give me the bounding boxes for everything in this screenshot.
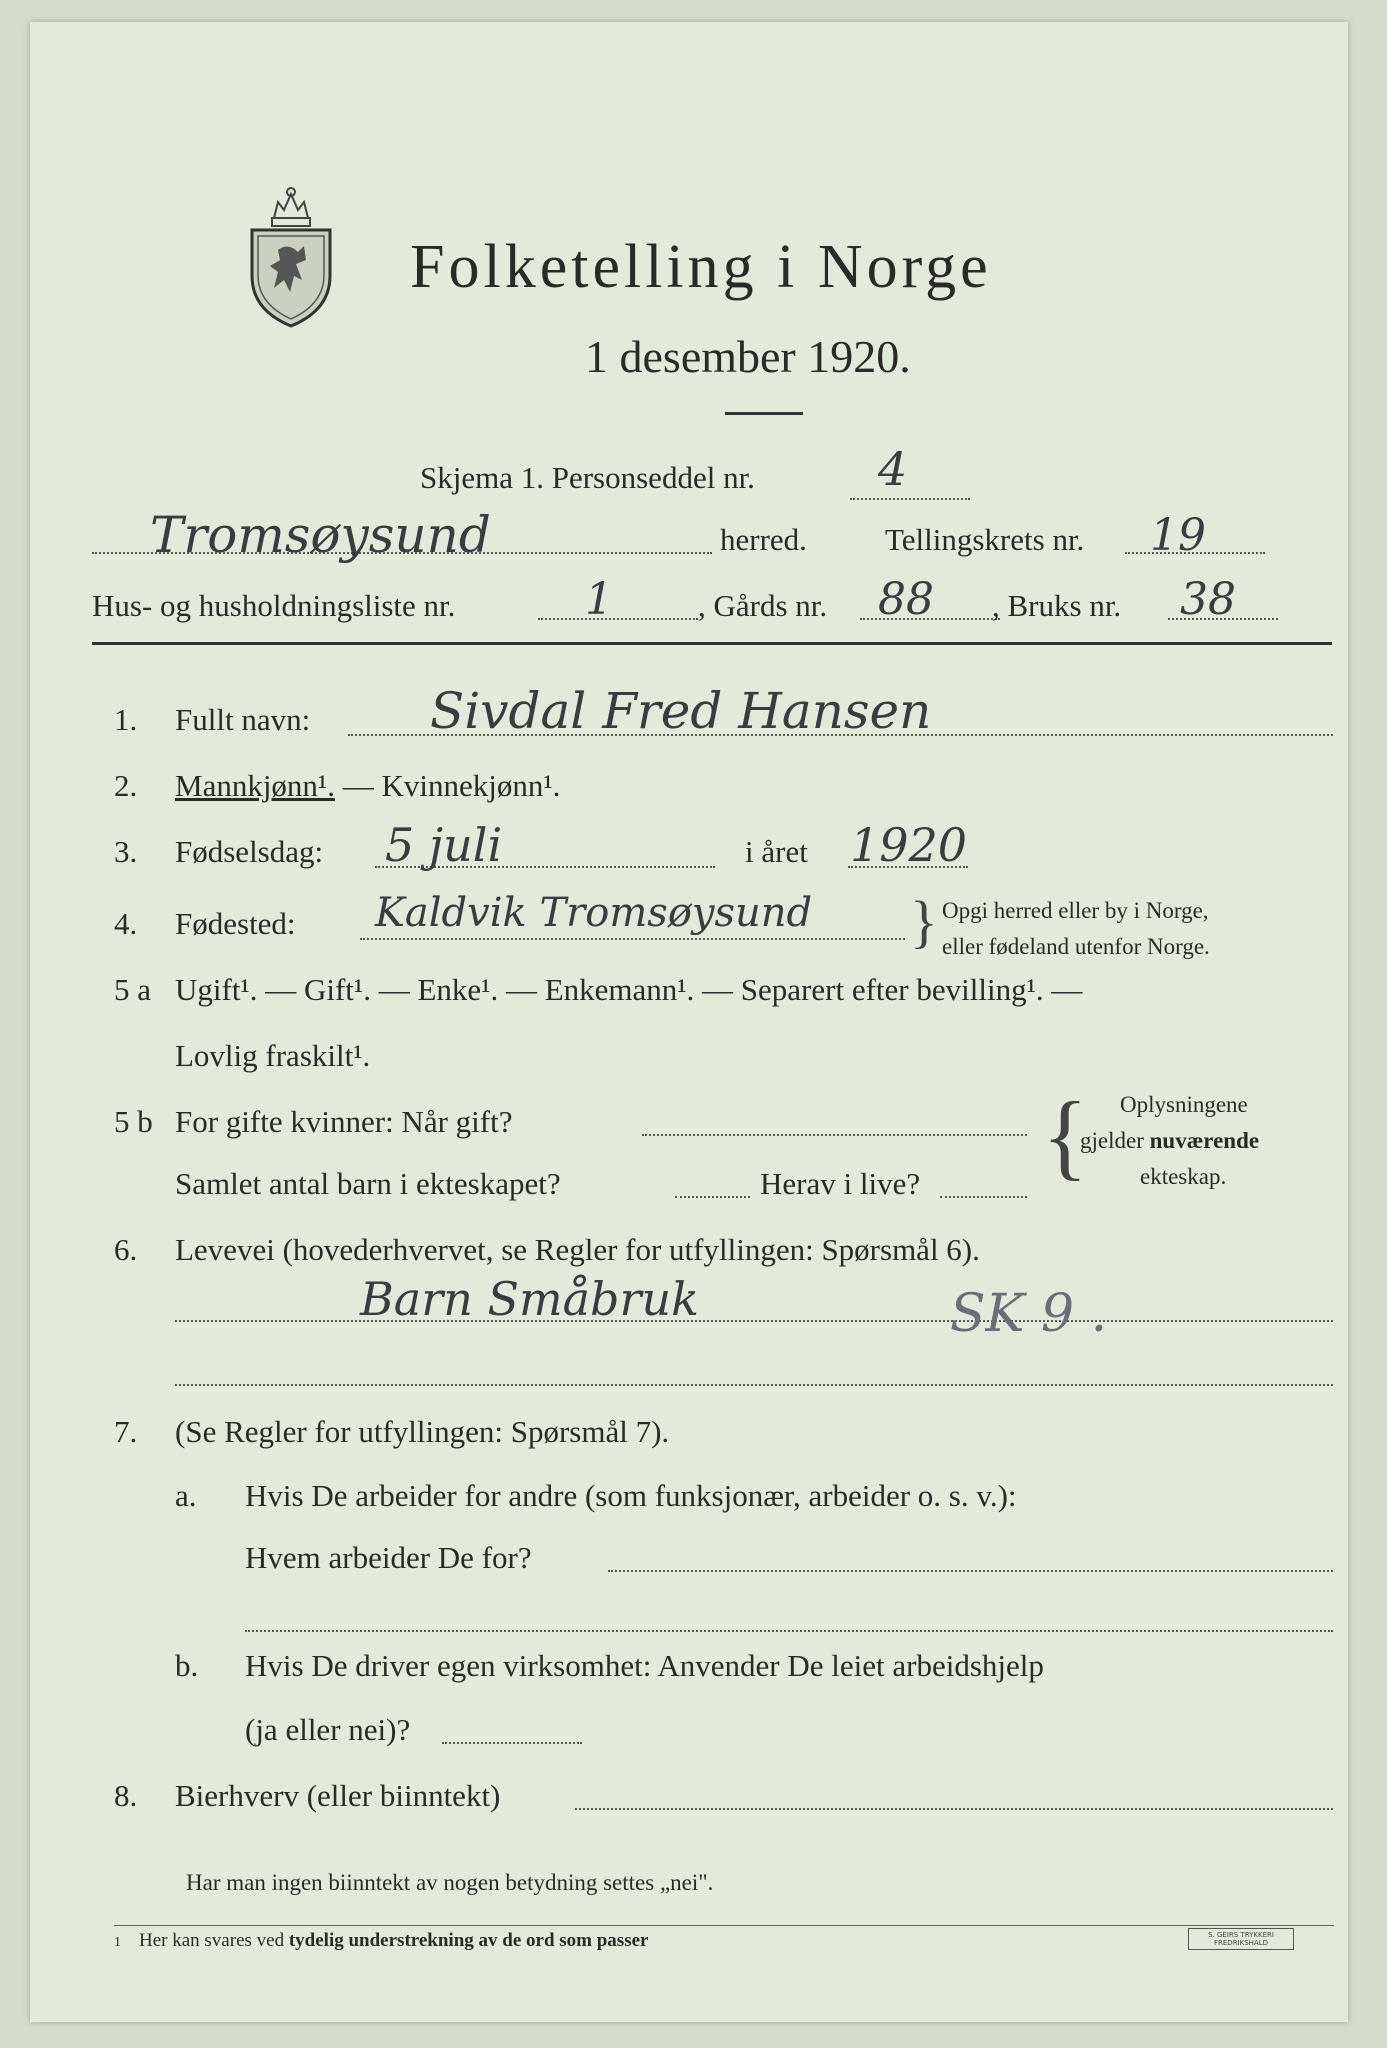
q7-label: (Se Regler for utfyllingen: Spørsmål 7). <box>175 1414 670 1449</box>
census-date: 1 desember 1920. <box>585 331 911 382</box>
q4-number: 4. <box>114 906 138 941</box>
hired-help-label: (ja eller nei)? <box>245 1712 411 1747</box>
birthplace-dots <box>360 938 905 940</box>
coat-of-arms-icon <box>244 180 338 330</box>
birthplace-brace: } <box>910 889 938 954</box>
gards-value[interactable]: 88 <box>878 574 934 625</box>
children-alive-label: Herav i live? <box>760 1166 921 1201</box>
form-title: Folketelling i Norge <box>410 233 992 301</box>
occupation-label: Levevei (hovederhvervet, se Regler for utfyllingen: Spørsmål 6). <box>175 1232 980 1267</box>
printer-stamp <box>1188 1928 1294 1950</box>
q2-number: 2. <box>114 768 138 803</box>
occupation-dots-1 <box>175 1320 1333 1322</box>
herred-value[interactable]: Tromsøysund <box>150 506 491 564</box>
children-total-label: Samlet antal barn i ekteskapet? <box>175 1166 561 1201</box>
marriage-note-3: ekteskap. <box>1140 1164 1227 1189</box>
occupation-code[interactable]: SK 9 . <box>950 1284 1108 1344</box>
schema-label: Skjema 1. Personseddel nr. <box>420 460 755 495</box>
herred-label: herred. <box>720 522 807 557</box>
header-rule <box>92 642 1332 645</box>
marriage-note-2 <box>1080 1128 1259 1154</box>
birthplace-label: Fødested: <box>175 906 296 941</box>
household-value[interactable]: 1 <box>585 574 613 625</box>
footnote-text-a: Her kan svares ved <box>139 1930 289 1951</box>
q8-number: 8. <box>114 1778 138 1813</box>
birthday-label: Fødselsdag: <box>175 834 324 869</box>
tellingskrets-label: Tellingskrets nr. <box>885 522 1085 557</box>
female-option[interactable]: Kvinnekjønn¹. <box>381 768 561 803</box>
gender-options <box>175 768 560 804</box>
married-when-label: For gifte kvinner: Når gift? <box>175 1104 513 1139</box>
children-alive-dots <box>940 1196 1027 1198</box>
stamp-line-2: FREDRIKSHALD <box>1213 1939 1268 1947</box>
employer-label: Hvem arbeider De for? <box>245 1540 532 1575</box>
q7a-letter: a. <box>175 1478 197 1513</box>
employer-dots-2 <box>245 1630 1333 1632</box>
q7a-text: Hvis De arbeider for andre (som funksjonær, arbeider o. s. v.): <box>245 1478 1017 1513</box>
marriage-note-2b: nuværende <box>1149 1128 1260 1153</box>
footnote-text-b: tydelig understrekning av de ord som passer <box>288 1930 649 1951</box>
q7-number: 7. <box>114 1414 138 1449</box>
birthplace-note-1: Opgi herred eller by i Norge, <box>942 898 1209 923</box>
gender-separator: — <box>334 768 382 803</box>
side-income-note: Har man ingen biinntekt av nogen betydning settes „nei". <box>186 1870 714 1895</box>
q3-number: 3. <box>114 834 138 869</box>
side-income-dots <box>575 1808 1333 1810</box>
q6-number: 6. <box>114 1232 138 1267</box>
tellingskrets-value[interactable]: 19 <box>1150 510 1206 561</box>
birthplace-note-2: eller fødeland utenfor Norge. <box>942 934 1210 959</box>
q5a-number: 5 a <box>114 972 152 1007</box>
divorced-option[interactable]: Lovlig fraskilt¹. <box>175 1038 371 1073</box>
q5b-number: 5 b <box>114 1104 153 1139</box>
q1-number: 1. <box>114 702 138 737</box>
schema-number[interactable]: 4 <box>878 442 908 496</box>
household-dots <box>538 618 698 620</box>
bruks-label: , Bruks nr. <box>992 588 1122 623</box>
side-income-label: Bierhverv (eller biinntekt) <box>175 1778 501 1813</box>
full-name-value[interactable]: Sivdal Fred Hansen <box>430 682 932 740</box>
birth-year-value[interactable]: 1920 <box>850 818 968 872</box>
marriage-brace: { <box>1042 1082 1089 1189</box>
employer-dots <box>608 1570 1333 1572</box>
married-when-dots <box>642 1134 1027 1136</box>
schema-dots <box>850 498 970 500</box>
hired-help-dots <box>442 1742 582 1744</box>
birthplace-value[interactable]: Kaldvik Tromsøysund <box>375 890 813 936</box>
birthday-value[interactable]: 5 juli <box>385 818 503 872</box>
marriage-note-1: Oplysningene <box>1120 1092 1248 1117</box>
footnote-rule <box>114 1925 1334 1926</box>
full-name-label: Fullt navn: <box>175 702 311 737</box>
birth-year-label: i året <box>745 834 808 869</box>
footnote-marker: 1 <box>114 1935 121 1950</box>
marriage-note-2a: gjelder <box>1080 1128 1150 1153</box>
household-label: Hus- og husholdningsliste nr. <box>92 588 456 623</box>
stamp-line-1: S. GEIRS TRYKKERI <box>1208 1931 1274 1939</box>
census-form <box>30 22 1348 2022</box>
marital-status-options[interactable]: Ugift¹. — Gift¹. — Enke¹. — Enkemann¹. — Separert efter bevilling¹. — <box>175 972 1083 1007</box>
occupation-dots-2 <box>175 1384 1333 1386</box>
occupation-value[interactable]: Barn Småbruk <box>360 1272 699 1326</box>
footnote <box>114 1930 648 1952</box>
male-option[interactable]: Mannkjønn¹. <box>175 768 335 803</box>
gards-label: , Gårds nr. <box>698 588 828 623</box>
q7b-text: Hvis De driver egen virksomhet: Anvender De leiet arbeidshjelp <box>245 1648 1044 1683</box>
q7b-letter: b. <box>175 1648 199 1683</box>
bruks-value[interactable]: 38 <box>1180 574 1236 625</box>
title-divider <box>725 412 803 415</box>
children-total-dots <box>675 1196 750 1198</box>
